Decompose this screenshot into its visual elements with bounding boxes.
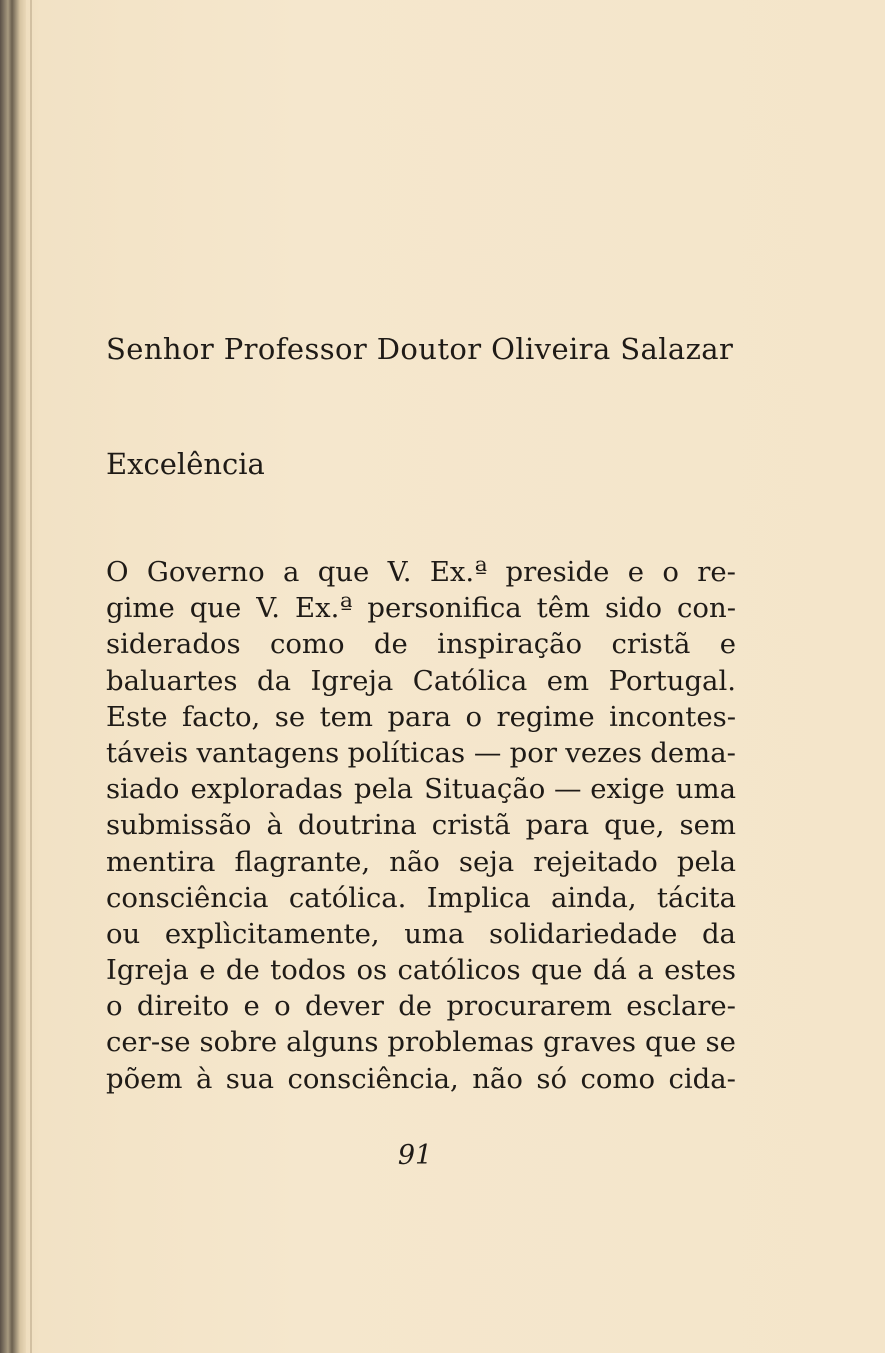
body-word: gime bbox=[106, 592, 175, 625]
body-word: siado bbox=[106, 773, 180, 806]
body-word: sua bbox=[225, 1062, 275, 1095]
body-word: Ex.ª bbox=[295, 592, 353, 625]
body-word: a bbox=[282, 556, 300, 588]
body-word: em bbox=[546, 664, 590, 697]
body-word: explìcitamente, bbox=[164, 917, 380, 950]
body-word: sem bbox=[679, 809, 736, 842]
body-word: da bbox=[701, 917, 736, 950]
body-word: estes bbox=[664, 954, 736, 987]
body-word: uma bbox=[675, 773, 736, 806]
body-word: Católica bbox=[412, 664, 528, 697]
body-word: táveis bbox=[106, 736, 189, 769]
body-word: consciência, bbox=[287, 1062, 459, 1095]
body-word: baluartes bbox=[106, 664, 238, 697]
body-word: inspiração bbox=[437, 628, 583, 661]
body-word: Implica bbox=[426, 881, 531, 914]
body-word: dá bbox=[592, 954, 627, 987]
body-word: ou bbox=[106, 917, 141, 950]
body-word: vezes bbox=[565, 736, 642, 769]
body-word: os bbox=[356, 954, 388, 987]
body-word: todos bbox=[270, 954, 347, 987]
letter-salutation: Senhor Professor Doutor Oliveira Salazar bbox=[106, 332, 734, 366]
body-word: que, bbox=[604, 809, 665, 842]
body-word: V. bbox=[387, 556, 412, 588]
body-word: por bbox=[509, 736, 557, 769]
body-word: o bbox=[662, 556, 679, 588]
body-word: Ex.ª bbox=[429, 556, 488, 588]
body-word: o bbox=[274, 990, 291, 1023]
body-word: à bbox=[195, 1062, 213, 1095]
letter-greeting: Excelência bbox=[106, 447, 265, 481]
body-line bbox=[106, 590, 736, 626]
body-word: V. bbox=[256, 592, 281, 625]
body-line bbox=[106, 880, 736, 916]
page-number: 91 bbox=[397, 1140, 433, 1171]
body-word: procurarem bbox=[446, 990, 612, 1023]
body-line bbox=[106, 1024, 736, 1060]
body-word: a bbox=[637, 954, 654, 987]
body-word: sobre bbox=[199, 1026, 278, 1059]
body-line bbox=[106, 988, 736, 1024]
body-word: católicos bbox=[397, 954, 521, 987]
body-line bbox=[106, 663, 736, 699]
body-word: sido bbox=[605, 592, 663, 625]
body-word: não bbox=[389, 845, 440, 878]
body-word: esclare- bbox=[626, 990, 736, 1023]
body-word: que bbox=[530, 954, 583, 987]
body-line bbox=[106, 1061, 736, 1097]
body-word: seja bbox=[458, 845, 515, 878]
body-word: problemas bbox=[387, 1026, 534, 1059]
body-word: para bbox=[387, 700, 451, 733]
body-word: à bbox=[266, 809, 283, 842]
body-word: incontes- bbox=[609, 700, 736, 733]
body-word: e bbox=[199, 954, 216, 987]
body-word: o bbox=[106, 990, 123, 1023]
body-word: pela bbox=[354, 773, 414, 806]
body-word: da bbox=[256, 664, 291, 697]
body-word: põem bbox=[106, 1062, 183, 1095]
body-word: cida- bbox=[668, 1062, 736, 1095]
body-word: pela bbox=[676, 845, 736, 878]
body-word: cristã bbox=[611, 628, 691, 661]
body-word: Situação — exige bbox=[424, 773, 665, 806]
body-word: direito bbox=[136, 990, 230, 1023]
body-line bbox=[106, 807, 736, 843]
body-word: mentira bbox=[106, 845, 216, 878]
body-word: rejeitado bbox=[533, 845, 658, 878]
body-line bbox=[106, 699, 736, 735]
body-word: de bbox=[373, 628, 408, 661]
body-word: se bbox=[705, 1026, 736, 1059]
body-word: ainda, bbox=[550, 881, 637, 914]
body-word: se bbox=[274, 700, 306, 733]
body-word: exploradas bbox=[190, 773, 343, 806]
body-word: não bbox=[472, 1062, 523, 1095]
body-word: só bbox=[536, 1062, 567, 1095]
body-word: que bbox=[189, 592, 242, 625]
body-word: facto, bbox=[181, 700, 261, 733]
body-word: vantagens bbox=[196, 736, 340, 769]
body-line bbox=[106, 916, 736, 952]
body-word: re- bbox=[697, 556, 736, 588]
body-word: e bbox=[719, 628, 736, 661]
body-line bbox=[106, 554, 736, 590]
body-word: personifica bbox=[367, 592, 522, 625]
body-line bbox=[106, 771, 736, 807]
body-word: dever bbox=[305, 990, 384, 1023]
body-word: de bbox=[398, 990, 433, 1023]
body-word: preside bbox=[505, 556, 610, 588]
body-word: como bbox=[580, 1062, 656, 1095]
body-word: e bbox=[627, 556, 644, 588]
body-word: O bbox=[106, 556, 129, 588]
body-word: e bbox=[243, 990, 260, 1023]
body-word: doutrina bbox=[297, 809, 417, 842]
body-word: Igreja bbox=[310, 664, 394, 697]
body-word: católica. bbox=[288, 881, 407, 914]
body-word: consciência bbox=[106, 881, 269, 914]
body-line bbox=[106, 952, 736, 988]
body-line bbox=[106, 626, 736, 662]
body-word: graves bbox=[542, 1026, 637, 1059]
body-word: Igreja bbox=[106, 954, 189, 987]
body-word: alguns bbox=[286, 1026, 379, 1059]
body-word: de bbox=[225, 954, 260, 987]
body-line bbox=[106, 844, 736, 880]
body-word: cer-se bbox=[106, 1026, 191, 1059]
body-word: solidariedade bbox=[489, 917, 678, 950]
body-word: Portugal. bbox=[608, 664, 736, 697]
body-word: flagrante, bbox=[234, 845, 371, 878]
body-line bbox=[106, 735, 736, 771]
body-word: cristã bbox=[431, 809, 511, 842]
body-word: que bbox=[644, 1026, 697, 1059]
body-word: tem bbox=[319, 700, 373, 733]
body-word: con- bbox=[677, 592, 736, 625]
body-word: tácita bbox=[656, 881, 736, 914]
body-word: Este bbox=[106, 700, 168, 733]
body-word: regime bbox=[496, 700, 595, 733]
body-word: Governo bbox=[146, 556, 265, 588]
body-word: o bbox=[465, 700, 483, 733]
body-word: têm bbox=[536, 592, 591, 625]
body-word: que bbox=[317, 556, 370, 588]
body-word: uma bbox=[404, 917, 465, 950]
body-word: dema- bbox=[650, 736, 736, 769]
letter-body bbox=[106, 554, 736, 1097]
body-word: siderados bbox=[106, 628, 241, 661]
body-word: políticas — bbox=[347, 736, 502, 769]
body-word: como bbox=[269, 628, 345, 661]
body-word: para bbox=[525, 809, 590, 842]
body-word: submissão bbox=[106, 809, 252, 842]
